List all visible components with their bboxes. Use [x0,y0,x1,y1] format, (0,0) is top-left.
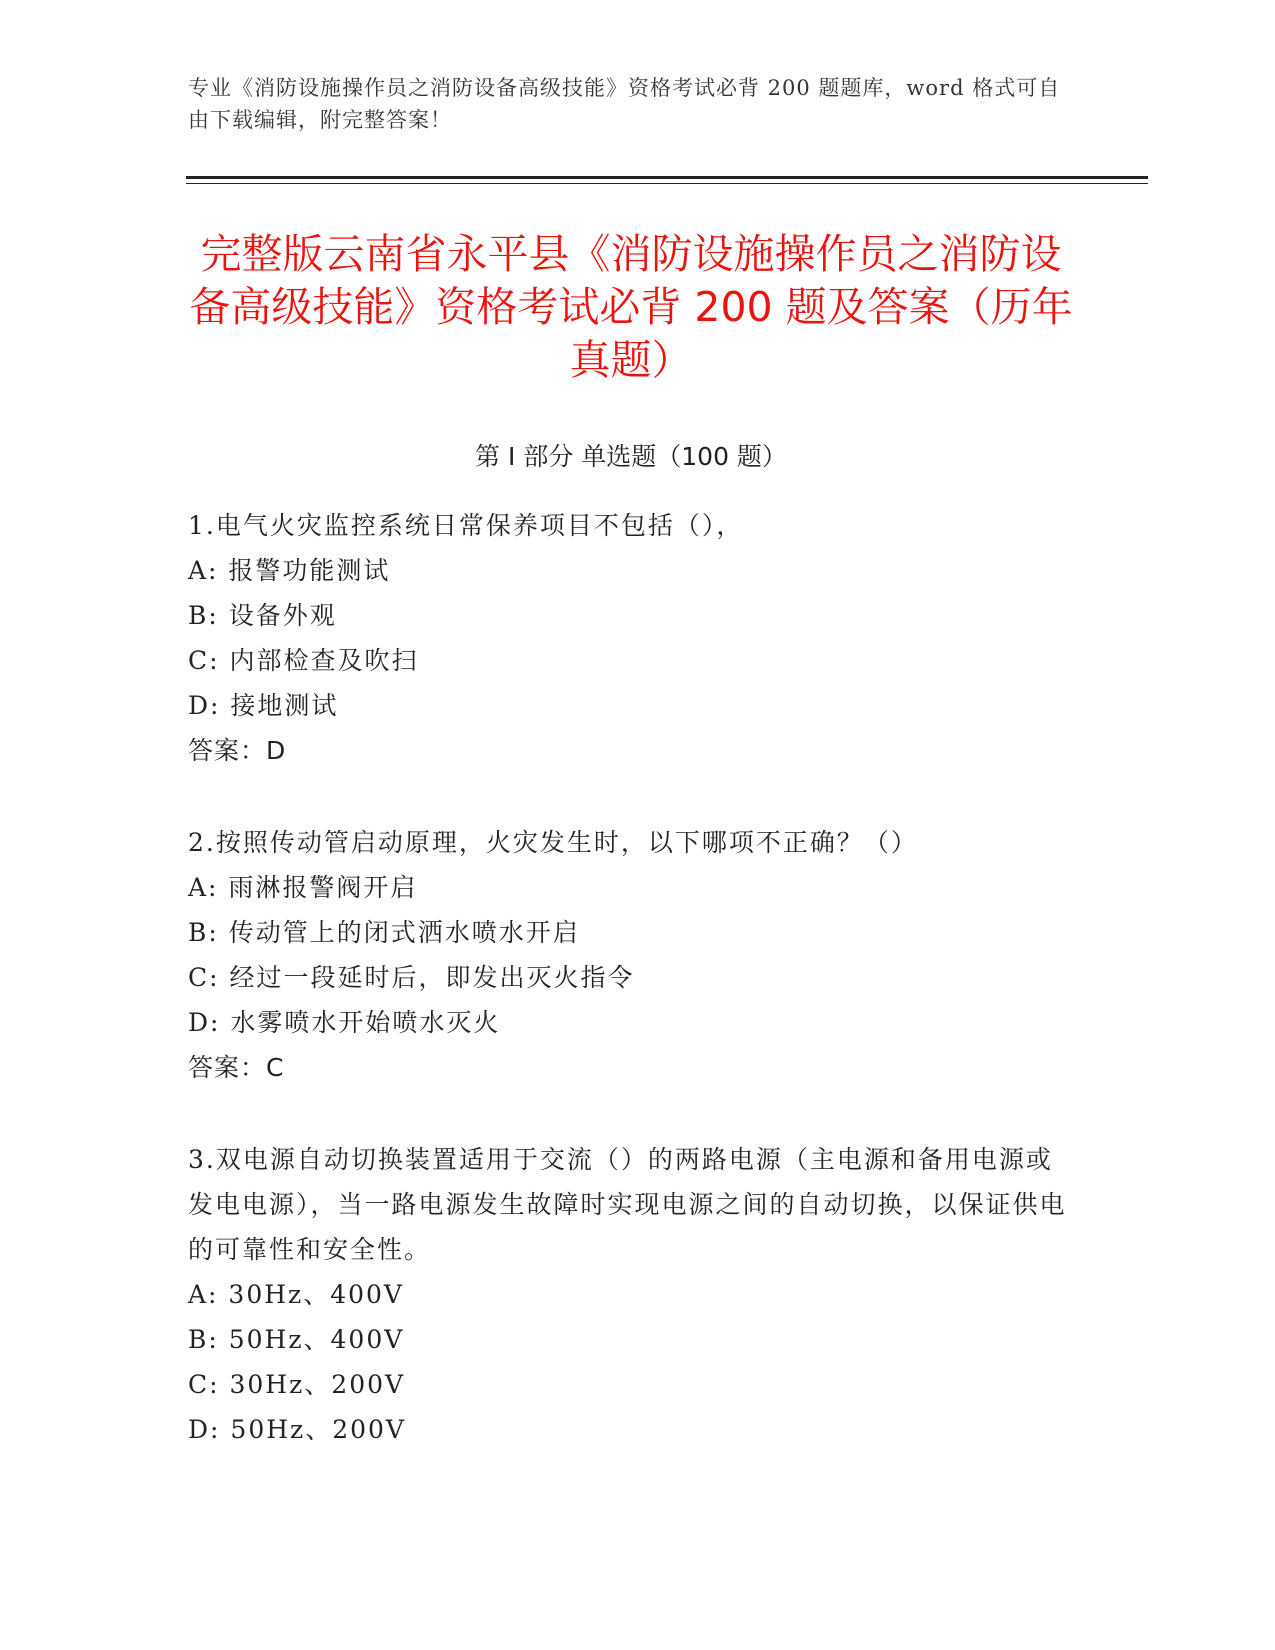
option-a: A: 报警功能测试 [188,556,391,585]
option-c: C: 30Hz、200V [188,1370,406,1399]
option-b: B: 设备外观 [188,601,337,630]
header-divider-thick [186,176,1148,179]
question-stem: 3.双电源自动切换装置适用于交流（）的两路电源（主电源和备用电源或发电电源），当一路电源发生故障时实现电源之间的自动切换，以保证供电的可靠性和安全性。 [188,1145,1067,1264]
option-b: B: 传动管上的闭式洒水喷水开启 [188,918,580,947]
option-b: B: 50Hz、400V [188,1325,405,1354]
question-stem: 1.电气火灾监控系统日常保养项目不包括（）， [188,511,744,540]
section-heading: 第 I 部分 单选题（100 题） [475,442,787,471]
document-title: 完整版云南省永平县《消防设施操作员之消防设备高级技能》资格考试必背 200 题及答案（历年真题） [189,230,1073,384]
question-stem: 2.按照传动管启动原理，火灾发生时，以下哪项不正确？（） [188,828,918,857]
option-a: A: 雨淋报警阀开启 [188,873,418,902]
question-1 [188,503,1068,773]
answer: 答案：D [188,736,287,765]
header-divider-thin [186,183,1148,184]
question-2 [188,820,1068,1090]
header-note: 专业《消防设施操作员之消防设备高级技能》资格考试必背 200 题题库，word 格式可自由下载编辑，附完整答案！ [188,76,1061,132]
option-c: C: 经过一段延时后，即发出灭火指令 [188,963,635,992]
option-a: A: 30Hz、400V [188,1280,404,1309]
option-d: D: 接地测试 [188,691,339,720]
option-d: D: 水雾喷水开始喷水灭火 [188,1008,501,1037]
option-c: C: 内部检查及吹扫 [188,646,419,675]
question-3 [188,1137,1068,1452]
answer: 答案：C [188,1053,285,1082]
option-d: D: 50Hz、200V [188,1415,406,1444]
